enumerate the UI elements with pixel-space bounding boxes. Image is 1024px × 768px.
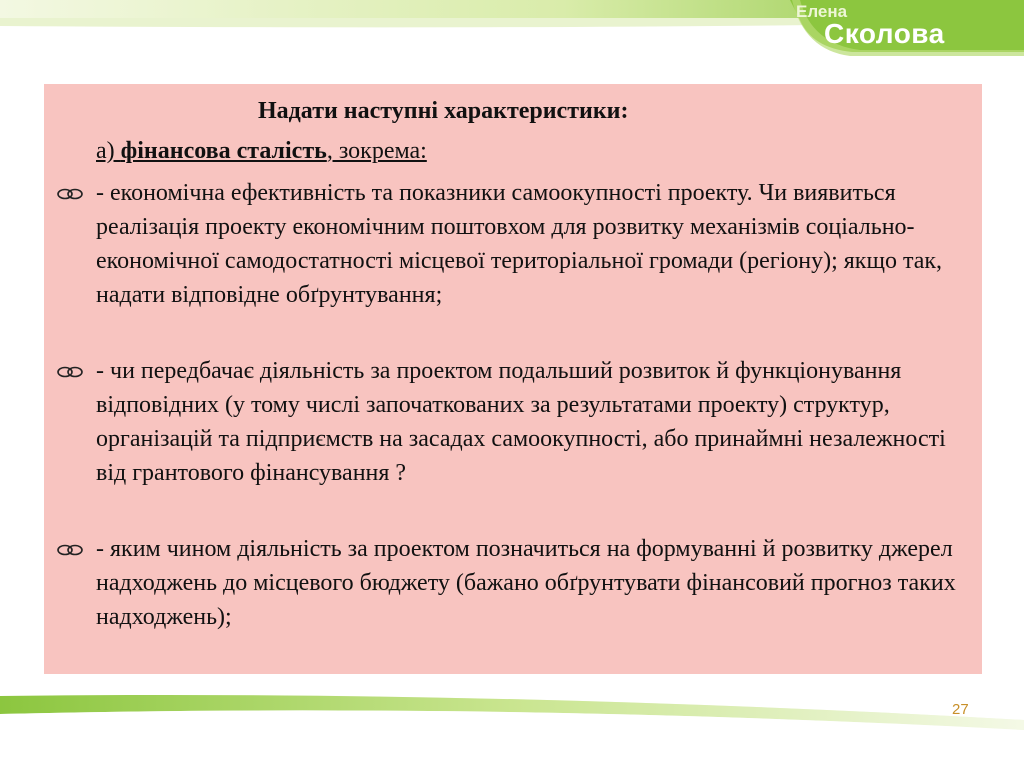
author-first-name: Елена (796, 2, 848, 21)
bullet-item (56, 354, 956, 490)
linked-rings-icon (56, 363, 86, 381)
slide-subheading (96, 138, 427, 165)
linked-rings-icon (56, 185, 86, 203)
bullet-item (56, 532, 956, 634)
linked-rings-icon (56, 541, 86, 559)
slide-heading: Надати наступні характеристики: (258, 98, 629, 124)
bullet-text: - економічна ефективність та показники самоокупності проекту. Чи виявиться реалізація проекту економічним поштовхом для розвитку механізмів соціально-економічної самодостатності місцевої територіальної громади (регіону); якщо так, надати відповідне обґрунтування; (96, 180, 943, 308)
subheading-suffix: , зокрема: (326, 138, 427, 164)
subheading-prefix: а) (96, 138, 121, 164)
bullet-text: - чи передбачає діяльність за проектом подальший розвиток й функціонування відповідних (у тому числі започаткованих за результатами проекту) структур, організацій та підприємств на засадах самоокупності, або принаймні незалежності від грантового фінансування ? (96, 358, 946, 486)
bullet-text: - яким чином діяльність за проектом позначиться на формуванні й розвитку джерел надходжень до місцевого бюджету (бажано обґрунтувати фінансовий прогноз таких надходжень); (96, 536, 956, 630)
author-last-name: Сколова (824, 18, 945, 49)
subheading-term: фінансова сталість (120, 138, 327, 164)
bullet-item (56, 176, 956, 312)
page-number: 27 (952, 701, 969, 718)
bottom-decorative-band (0, 690, 1024, 768)
